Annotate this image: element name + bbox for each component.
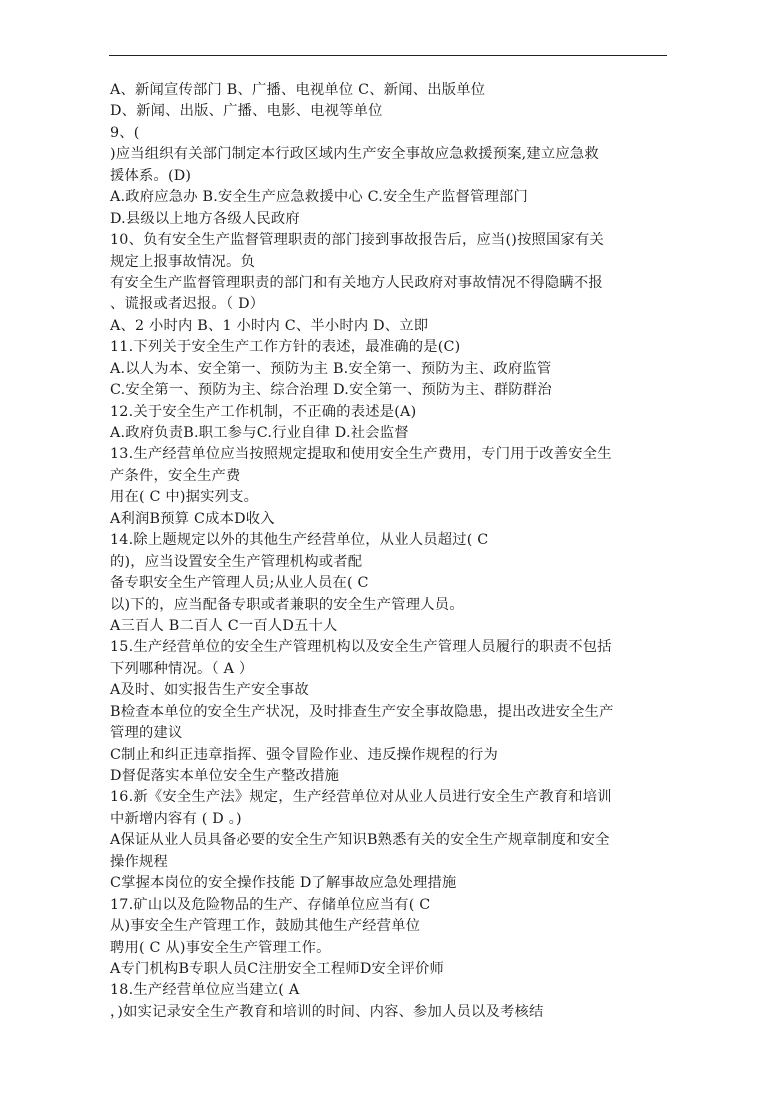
text-line: 用在( C 中)据实列支。 bbox=[110, 489, 259, 506]
text-line: A.政府应急办 B.安全生产应急救援中心 C.安全生产监督管理部门 bbox=[110, 189, 529, 206]
text-line: 下列哪种情况。（ A ） bbox=[110, 660, 254, 677]
text-line: A三百人 B二百人 C一百人D五十人 bbox=[110, 617, 338, 634]
text-line: 聘用( C 从)事安全生产管理工作。 bbox=[110, 939, 331, 956]
text-line: 中新增内容有 ( D 。) bbox=[110, 810, 242, 827]
text-line: 13.生产经营单位应当按照规定提取和使用安全生产费用，专门用于改善安全生 bbox=[110, 446, 612, 463]
text-line: 有安全生产监督管理职责的部门和有关地方人民政府对事故情况不得隐瞒不报 bbox=[110, 274, 603, 291]
text-line: 11.下列关于安全生产工作方针的表述，最准确的是(C) bbox=[110, 339, 461, 356]
text-line: C掌握本岗位的安全操作技能 D了解事故应急处理措施 bbox=[110, 875, 457, 892]
text-line: 9、( bbox=[110, 124, 140, 141]
text-line: 、谎报或者迟报。（ D） bbox=[110, 296, 265, 313]
text-line: 15.生产经营单位的安全生产管理机构以及安全生产管理人员履行的职责不包括 bbox=[110, 639, 612, 656]
text-line: A及时、如实报告生产安全事故 bbox=[110, 682, 309, 699]
text-line: 以)下的，应当配备专职或者兼职的安全生产管理人员。 bbox=[110, 596, 464, 613]
text-line: 18.生产经营单位应当建立( A bbox=[110, 982, 300, 999]
text-line: A.政府负责B.职工参与C.行业自律 D.社会监督 bbox=[110, 425, 409, 441]
text-line: 援体系。(D) bbox=[110, 167, 192, 184]
text-line: C.安全第一、预防为主、综合治理 D.安全第一、预防为主、群防群治 bbox=[110, 382, 552, 399]
text-line: 12.关于安全生产工作机制，不正确的表述是(A) bbox=[110, 403, 417, 420]
text-line: )应当组织有关部门制定本行政区域内生产安全事故应急救援预案,建立应急救 bbox=[110, 146, 599, 163]
text-line: 16.新《安全生产法》规定，生产经营单位对从业人员进行安全生产教育和培训 bbox=[110, 789, 612, 806]
text-line: 管理的建议 bbox=[110, 725, 183, 742]
text-line: A利润B预算 C成本D收入 bbox=[110, 510, 275, 527]
text-line: C制止和纠正违章指挥、强令冒险作业、违反操作规程的行为 bbox=[110, 746, 499, 763]
text-line: D、新闻、出版、广播、电影、电视等单位 bbox=[110, 103, 383, 120]
text-line: D督促落实本单位安全生产整改措施 bbox=[110, 768, 340, 784]
text-line: D.县级以上地方各级人民政府 bbox=[110, 210, 300, 227]
document-body bbox=[110, 80, 670, 1023]
text-line: A专门机构B专职人员C注册安全工程师D安全评价师 bbox=[110, 960, 444, 977]
text-line: A保证从业人员具备必要的安全生产知识B熟悉有关的安全生产规章制度和安全 bbox=[110, 832, 610, 849]
text-line: A.以人为本、安全第一、预防为主 B.安全第一、预防为主、政府监管 bbox=[110, 360, 552, 377]
text-line: 规定上报事故情况。负 bbox=[110, 253, 255, 270]
text-line: ，)如实记录安全生产教育和培训的时间、内容、参加人员以及考核结 bbox=[110, 1003, 544, 1020]
text-line: 10、负有安全生产监督管理职责的部门接到事故报告后，应当()按照国家有关 bbox=[110, 232, 605, 249]
text-line: 的)，应当设置安全生产管理机构或者配 bbox=[110, 553, 363, 570]
header-rule bbox=[109, 55, 667, 56]
text-line: 17.矿山以及危险物品的生产、存储单位应当有( C bbox=[110, 896, 431, 913]
text-line: 14.除上题规定以外的其他生产经营单位，从业人员超过( C bbox=[110, 532, 489, 549]
text-line: B检查本单位的安全生产状况，及时排查生产安全事故隐患，提出改进安全生产 bbox=[110, 703, 614, 720]
text-line: 从)事安全生产管理工作，鼓励其他生产经营单位 bbox=[110, 918, 421, 935]
text-line: A、2 小时内 B、1 小时内 C、半小时内 D、立即 bbox=[110, 317, 429, 334]
text-line: 操作规程 bbox=[110, 853, 168, 870]
text-line: 产条件，安全生产费 bbox=[110, 467, 241, 484]
text-line: 备专职安全生产管理人员;从业人员在( C bbox=[110, 575, 369, 592]
text-line: A、新闻宣传部门 B、广播、电视单位 C、新闻、出版单位 bbox=[110, 82, 486, 98]
